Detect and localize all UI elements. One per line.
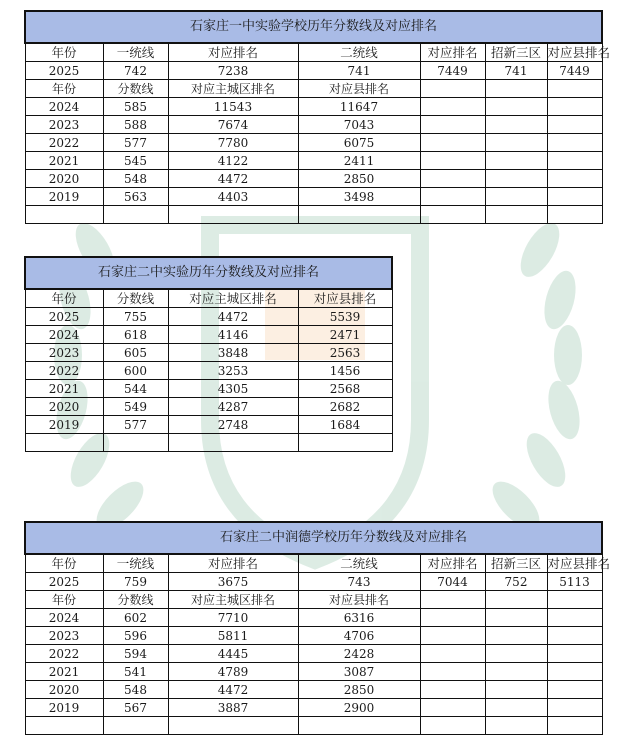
table-row: 2020 548 4472 2850 — [25, 681, 602, 699]
table-header-row: 年份 分数线 对应主城区排名 对应县排名 — [25, 289, 392, 308]
table-row: 2023 605 3848 2563 — [25, 344, 392, 362]
school2-title: 石家庄二中实验历年分数线及对应排名 — [25, 257, 392, 289]
table-row: 2025 742 7238 741 7449 741 7449 — [25, 62, 602, 80]
table-row: 2022 577 7780 6075 — [25, 134, 602, 152]
table-row: 2020 549 4287 2682 — [25, 398, 392, 416]
table-row — [25, 206, 602, 224]
table-row: 2021 544 4305 2568 — [25, 380, 392, 398]
table-subheader-row: 年份 分数线 对应主城区排名 对应县排名 — [25, 591, 602, 609]
school3-title: 石家庄二中润德学校历年分数线及对应排名 — [25, 522, 602, 554]
table-row: 2021 545 4122 2411 — [25, 152, 602, 170]
table-row: 2022 594 4445 2428 — [25, 645, 602, 663]
table-row: 2025 755 4472 5539 — [25, 308, 392, 326]
table-row: 2021 541 4789 3087 — [25, 663, 602, 681]
school1-table — [24, 10, 611, 224]
table-row — [25, 717, 602, 735]
table-header-row: 年份 一统线 对应排名 二统线 对应排名 招新三区 对应县排名 — [25, 43, 602, 62]
table-subheader-row: 年份 分数线 对应主城区排名 对应县排名 — [25, 80, 602, 98]
table-row: 2025 759 3675 743 7044 752 5113 — [25, 573, 602, 591]
table-row: 2024 618 4146 2471 — [25, 326, 392, 344]
school3-table — [24, 521, 611, 735]
table-row: 2024 602 7710 6316 — [25, 609, 602, 627]
table-row: 2024 585 11543 11647 — [25, 98, 602, 116]
school1-title: 石家庄一中实验学校历年分数线及对应排名 — [25, 11, 602, 43]
table-row: 2023 596 5811 4706 — [25, 627, 602, 645]
table-row: 2020 548 4472 2850 — [25, 170, 602, 188]
school2-table — [24, 256, 393, 452]
table-header-row: 年份 一统线 对应排名 二统线 对应排名 招新三区 对应县排名 — [25, 554, 602, 573]
table-row: 2019 563 4403 3498 — [25, 188, 602, 206]
table-row: 2023 588 7674 7043 — [25, 116, 602, 134]
table-row: 2019 577 2748 1684 — [25, 416, 392, 434]
table-row — [25, 434, 392, 452]
table-row: 2019 567 3887 2900 — [25, 699, 602, 717]
table-row: 2022 600 3253 1456 — [25, 362, 392, 380]
